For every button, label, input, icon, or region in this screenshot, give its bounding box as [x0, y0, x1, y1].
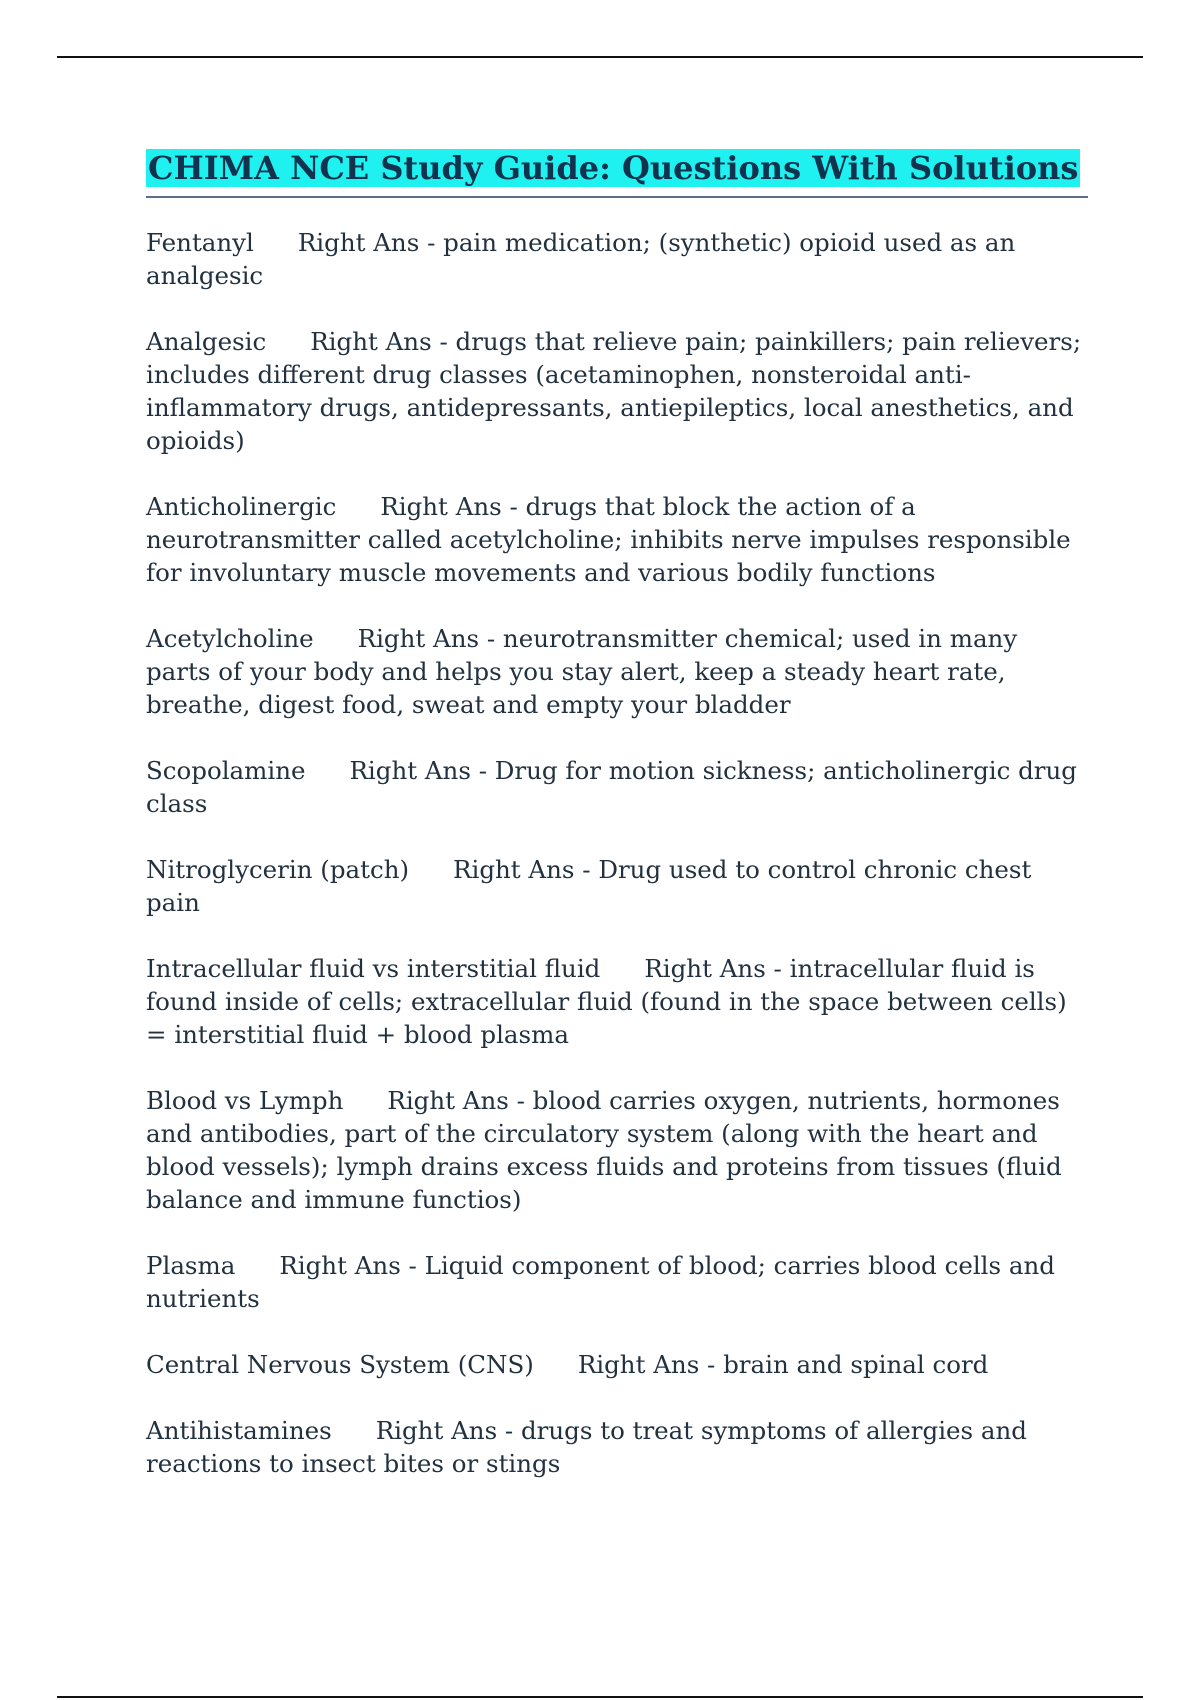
- qa-term: Central Nervous System (CNS): [146, 1350, 534, 1379]
- qa-term: Antihistamines: [146, 1416, 332, 1445]
- qa-item: [146, 325, 1088, 457]
- qa-answer: neurotransmitter chemical; used in many parts of your body and helps you stay alert, keep a steady heart rate, breathe, digest food, sweat and empty your bladder: [146, 624, 1018, 719]
- qa-term: Analgesic: [146, 327, 267, 356]
- qa-term: Anticholinergic: [146, 492, 337, 521]
- qa-item: [146, 754, 1088, 820]
- answer-prefix: Right Ans -: [279, 1251, 425, 1280]
- answer-prefix: Right Ans -: [380, 492, 526, 521]
- qa-item: [146, 1084, 1088, 1216]
- qa-item: [146, 1249, 1088, 1315]
- qa-list: [146, 226, 1088, 1480]
- answer-prefix: Right Ans -: [375, 1416, 521, 1445]
- page-top-rule: [57, 56, 1143, 58]
- page-bottom-rule: [57, 1696, 1143, 1698]
- qa-answer: intracellular fluid is found inside of cells; extracellular fluid (found in the space between cells) = interstitial fluid + blood plasma: [146, 954, 1067, 1049]
- answer-prefix: Right Ans -: [349, 756, 495, 785]
- qa-answer: blood carries oxygen, nutrients, hormones and antibodies, part of the circulatory system (along with the heart and blood vessels); lymph drains excess fluids and proteins from tissues (fluid balance and immune functios): [146, 1086, 1062, 1214]
- qa-term: Nitroglycerin (patch): [146, 855, 410, 884]
- qa-item: [146, 853, 1088, 919]
- answer-prefix: Right Ans -: [577, 1350, 724, 1379]
- answer-prefix: Right Ans -: [310, 327, 456, 356]
- answer-prefix: Right Ans -: [387, 1086, 533, 1115]
- page-content: [146, 146, 1088, 1513]
- qa-answer: Drug for motion sickness; anticholinergic drug class: [146, 756, 1077, 818]
- qa-item: [146, 952, 1088, 1051]
- qa-answer: brain and spinal cord: [723, 1350, 989, 1379]
- title-block: [146, 146, 1088, 198]
- answer-prefix: Right Ans -: [297, 228, 444, 257]
- qa-answer: pain medication; (synthetic) opioid used as an analgesic: [146, 228, 1016, 290]
- qa-answer: Liquid component of blood; carries blood cells and nutrients: [146, 1251, 1055, 1313]
- qa-term: Fentanyl: [146, 228, 254, 257]
- qa-term: Plasma: [146, 1251, 236, 1280]
- qa-term: Blood vs Lymph: [146, 1086, 344, 1115]
- qa-answer: Drug used to control chronic chest pain: [146, 855, 1032, 917]
- qa-answer: drugs to treat symptoms of allergies and reactions to insect bites or stings: [146, 1416, 1027, 1478]
- answer-prefix: Right Ans -: [453, 855, 599, 884]
- qa-term: Acetylcholine: [146, 624, 314, 653]
- page-title: CHIMA NCE Study Guide: Questions With Solutions: [148, 149, 1079, 187]
- qa-term: Intracellular fluid vs interstitial fluid: [146, 954, 601, 983]
- qa-item: [146, 622, 1088, 721]
- qa-term: Scopolamine: [146, 756, 306, 785]
- answer-prefix: Right Ans -: [644, 954, 790, 983]
- qa-item: [146, 1348, 1088, 1381]
- qa-item: [146, 1414, 1088, 1480]
- qa-answer: drugs that block the action of a neurotransmitter called acetylcholine; inhibits nerve impulses responsible for involuntary muscle movements and various bodily functions: [146, 492, 1071, 587]
- qa-answer: drugs that relieve pain; painkillers; pain relievers; includes different drug classes (acetaminophen, nonsteroidal anti-inflammatory drugs, antidepressants, antiepileptics, local anesthetics, and opioids): [146, 327, 1082, 455]
- answer-prefix: Right Ans -: [357, 624, 503, 653]
- qa-item: [146, 226, 1088, 292]
- qa-item: [146, 490, 1088, 589]
